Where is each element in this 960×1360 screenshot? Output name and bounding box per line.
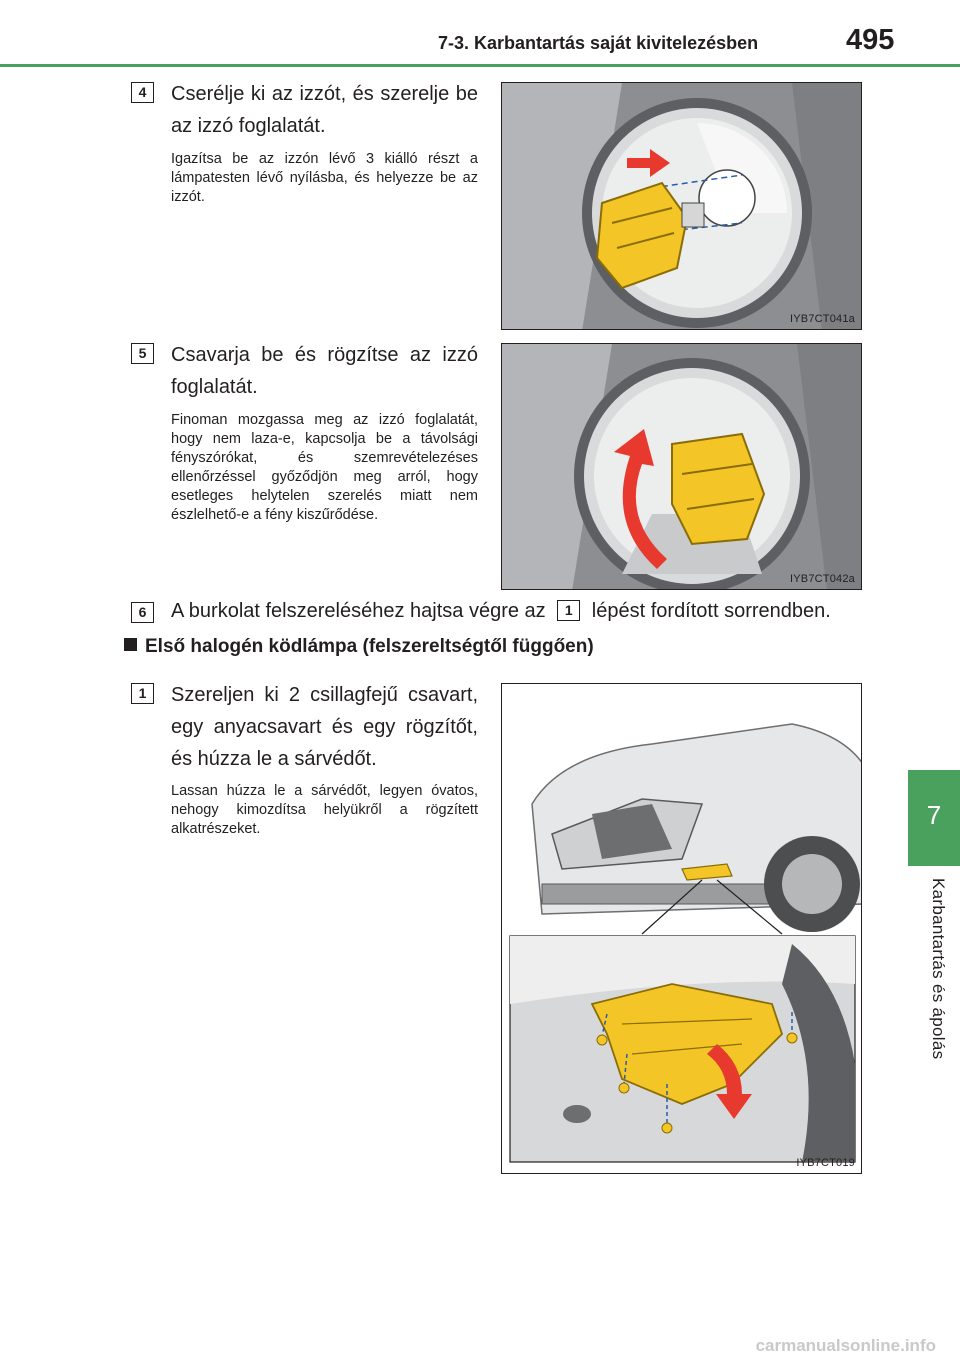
socket-twist-illustration — [502, 344, 862, 590]
step-number-box: 5 — [131, 343, 154, 364]
page-footer — [0, 1330, 960, 1360]
step-note: Igazítsa be az izzón lévő 3 kiálló részt a lámpatesten lévő nyílásba, és helyezze be az izzót. — [171, 151, 478, 205]
step-title: Szereljen ki 2 csillagfejű csavart, egy anyacsavart és egy rögzítőt, és húzza le a sárvédőt. — [171, 684, 478, 770]
header-rule — [0, 64, 960, 67]
socket-twist-figure — [501, 343, 862, 590]
section-title: 7-3. Karbantartás saját kivitelezésben — [438, 33, 759, 53]
chapter-number: 7 — [926, 800, 942, 830]
step-title: Cserélje ki az izzót, és szerelje be az izzó foglalatát. — [171, 83, 478, 137]
figure-code: IYB7CT019 — [796, 1157, 855, 1169]
step-six-text-before: A burkolat felszereléséhez hajtsa végre az — [171, 600, 546, 622]
step-note: Finoman mozgassa meg az izzó foglalatát, hogy nem laza-e, kapcsolja be a távolsági fényszórókat, és szemrevételezéses ellenőrzéssel győződjön meg arról, hogy esetleges helytelen szerelés miatt nem észlelhető-e a fény kiszűrődése. — [171, 412, 478, 523]
step-six-text — [171, 600, 831, 623]
bulb-insert-illustration — [502, 83, 862, 330]
subsection-title: Első halogén ködlámpa (felszereltségtől függően) — [145, 636, 594, 657]
figure-code: IYB7CT042a — [790, 573, 855, 585]
fender-removal-figure — [501, 683, 862, 1174]
bulb-insert-figure — [501, 82, 862, 330]
figure-code: IYB7CT041a — [790, 313, 855, 325]
watermark-text: carmanualsonline.info — [755, 1336, 936, 1355]
step-number-box: 1 — [131, 683, 154, 704]
fender-removal-illustration — [502, 684, 862, 1174]
chapter-tab — [908, 770, 960, 866]
step-reference-box: 1 — [557, 600, 580, 621]
heading-bullet-icon — [124, 638, 137, 651]
step-six-text-after: lépést fordított sorrendben. — [591, 600, 831, 622]
step-number-box: 6 — [131, 602, 154, 623]
subsection-heading — [124, 636, 594, 658]
chapter-label: Karbantartás és ápolás — [929, 878, 948, 1060]
step-number-box: 4 — [131, 82, 154, 103]
page-number: 495 — [846, 24, 895, 56]
step-note: Lassan húzza le a sárvédőt, legyen óvatos, nehogy kimozdítsa helyükről a rögzített alkatrészeket. — [171, 783, 478, 837]
step-title: Csavarja be és rögzítse az izzó foglalatát. — [171, 344, 478, 398]
page-header — [0, 0, 960, 70]
